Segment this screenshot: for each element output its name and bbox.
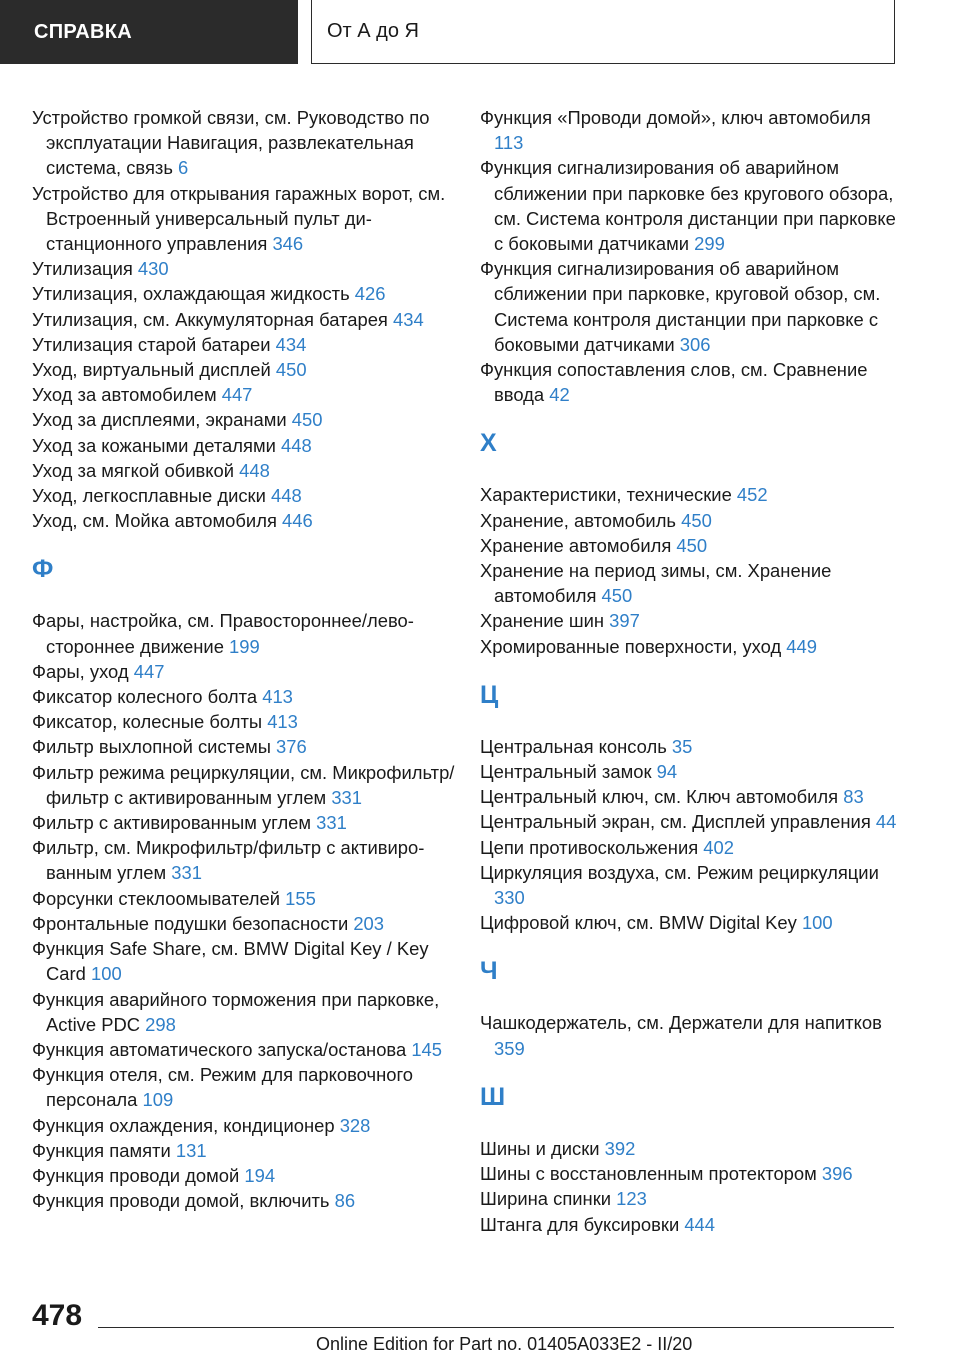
- index-entry: [32, 458, 472, 483]
- page-link[interactable]: 448: [281, 434, 312, 456]
- index-entry: [32, 709, 472, 734]
- index-entry: [480, 1186, 900, 1211]
- index-entry-text: Функция Safe Share, см. BMW Digital Key / Key Card: [32, 938, 429, 985]
- index-entry-text: Фронтальные подушки безопасности: [32, 912, 354, 934]
- index-entry: [32, 835, 472, 885]
- page-link[interactable]: 426: [354, 283, 386, 305]
- page-header: [0, 0, 960, 64]
- index-entry: [480, 835, 900, 860]
- index-entry: [480, 558, 900, 608]
- page-link[interactable]: 434: [275, 333, 307, 355]
- index-entry-text: Уход за автомобилем: [32, 384, 222, 406]
- index-entry: [32, 1163, 472, 1188]
- index-entry: [480, 809, 900, 834]
- page-link[interactable]: 450: [275, 359, 307, 381]
- index-entry-text: Хранение на период зимы, см. Хранение автомобиля: [480, 560, 832, 607]
- index-entry: [32, 181, 472, 257]
- index-entry-text: Хромированные поверхности, уход: [480, 635, 787, 657]
- index-entry: [480, 734, 900, 759]
- index-entry-text: Фиксатор, колесные болты: [32, 711, 268, 733]
- index-entry-text: Утилизация старой батареи: [32, 333, 276, 355]
- page-link[interactable]: 359: [494, 1037, 525, 1059]
- index-entry: [32, 105, 472, 181]
- index-entry-text: Хранение шин: [480, 610, 610, 632]
- chapter-title: От А до Я: [311, 0, 895, 64]
- page-link[interactable]: 331: [316, 812, 347, 834]
- page-link[interactable]: 328: [339, 1114, 371, 1136]
- index-entry-text: Циркуляция воздуха, см. Режим рециркуляции: [480, 861, 879, 883]
- index-entry: [32, 760, 472, 810]
- index-entry-text: Фары, настройка, см. Правостороннее/левостороннее движение: [32, 610, 414, 657]
- index-entry-text: Ширина спинки: [480, 1188, 617, 1210]
- index-letter-heading: Ш: [480, 1082, 506, 1111]
- index-entry-text: Цифровой ключ, см. BMW Digital Key: [480, 912, 802, 934]
- index-entry: [480, 1136, 900, 1161]
- index-entry-text: Устройство для открывания гаражных ворот, см. Встроенный универсальный пульт дистанционного управления: [32, 182, 446, 255]
- index-entry-text: Центральный экран, см. Дисплей управления: [480, 811, 876, 833]
- page-link[interactable]: 330: [494, 887, 525, 909]
- index-entry: [32, 382, 472, 407]
- page-number: 478: [32, 1299, 83, 1332]
- index-entry-text: Форсунки стеклоомывателей: [32, 887, 286, 909]
- index-entry: [480, 508, 900, 533]
- index-entry: [480, 155, 900, 256]
- index-entry: [480, 105, 900, 155]
- page-link[interactable]: 450: [681, 509, 712, 531]
- index-entry-text: Уход за кожаными деталями: [32, 434, 281, 456]
- index-entry: [32, 684, 472, 709]
- index-entry-text: Функция отеля, см. Режим для парковочного персонала: [32, 1064, 413, 1111]
- index-entry-text: Функция аварийного торможения при парковке, Active PDC: [32, 988, 440, 1035]
- index-column-left: [32, 105, 472, 1213]
- index-entry: [32, 307, 472, 332]
- index-letter-heading: Ф: [32, 555, 54, 584]
- index-entry-text: Функция автоматического запуска/останова: [32, 1038, 412, 1060]
- page-link[interactable]: 298: [145, 1013, 176, 1035]
- index-entry-text: Хранение, автомобиль: [480, 509, 682, 531]
- index-entry: [32, 407, 472, 432]
- index-entry: [480, 256, 900, 357]
- page-link[interactable]: 94: [656, 761, 678, 783]
- index-entry: [32, 357, 472, 382]
- index-entry-text: Чашкодержатель, см. Держатели для напитков: [480, 1012, 882, 1034]
- page-link[interactable]: 44: [875, 811, 897, 833]
- index-entry: [480, 608, 900, 633]
- index-entry-text: Утилизация, см. Аккумуляторная батарея: [32, 308, 393, 330]
- index-entry-text: Центральный замок: [480, 761, 657, 783]
- index-entry-text: Функция памяти: [32, 1139, 176, 1161]
- index-entry-text: Фильтр с активированным углем: [32, 812, 317, 834]
- page-link[interactable]: 392: [604, 1137, 636, 1159]
- page-link[interactable]: 155: [285, 887, 316, 909]
- section-tab[interactable]: СПРАВКА: [0, 0, 298, 64]
- index-entry-text: Функция проводи домой: [32, 1164, 245, 1186]
- page-link[interactable]: 413: [267, 711, 298, 733]
- index-entry: [32, 1037, 472, 1062]
- index-entry: [480, 860, 900, 910]
- page-link[interactable]: 35: [671, 735, 693, 757]
- page-link[interactable]: 123: [616, 1188, 647, 1210]
- page-link[interactable]: 145: [411, 1038, 443, 1060]
- index-entry-text: Фильтр, см. Микрофильтр/фильтр с активированным углем: [32, 837, 425, 884]
- page-link[interactable]: 444: [684, 1213, 716, 1235]
- page-link[interactable]: 376: [276, 736, 307, 758]
- index-entry: [480, 1212, 900, 1237]
- page-link[interactable]: 299: [694, 233, 725, 255]
- page-link[interactable]: 448: [239, 459, 270, 481]
- index-entry: [32, 433, 472, 458]
- index-entry: [32, 281, 472, 306]
- index-entry-text: Уход за мягкой обивкой: [32, 459, 240, 481]
- index-entry: [480, 1161, 900, 1186]
- page-link[interactable]: 448: [271, 485, 302, 507]
- index-entry-text: Уход за дисплеями, экранами: [32, 409, 292, 431]
- index-entry-text: Центральная консоль: [480, 735, 672, 757]
- index-entry-text: Характеристики, технические: [480, 484, 737, 506]
- index-column-right: [480, 105, 900, 1237]
- page-link[interactable]: 100: [801, 912, 833, 934]
- page-link[interactable]: 450: [291, 409, 323, 431]
- index-entry: [480, 634, 900, 659]
- page-link[interactable]: 450: [601, 585, 633, 607]
- index-entry-text: Функция «Проводи домой», ключ автомобиля: [480, 107, 871, 128]
- index-entry: [480, 1010, 900, 1060]
- index-entry-text: Хранение автомобиля: [480, 534, 677, 556]
- page-link[interactable]: 450: [676, 534, 708, 556]
- index-entry: [32, 734, 472, 759]
- index-entry: [32, 936, 472, 986]
- page-link[interactable]: 346: [272, 233, 304, 255]
- index-entry: [480, 482, 900, 507]
- page-link[interactable]: 397: [609, 610, 640, 632]
- page-link[interactable]: 199: [229, 635, 260, 657]
- index-entry-text: Центральный ключ, см. Ключ автомобиля: [480, 786, 844, 808]
- index-entry-text: Функция проводи домой, включить: [32, 1190, 335, 1212]
- page-link[interactable]: 86: [334, 1190, 356, 1212]
- index-entry: [32, 1113, 472, 1138]
- page-link[interactable]: 331: [331, 786, 362, 808]
- index-entry-text: Шины и диски: [480, 1137, 605, 1159]
- index-entry-text: Уход, легкосплавные диски: [32, 485, 271, 507]
- page-link[interactable]: 331: [171, 862, 202, 884]
- page-link[interactable]: 396: [821, 1163, 853, 1185]
- page-link[interactable]: 42: [549, 384, 570, 406]
- index-entry-text: Функция сопоставления слов, см. Сравнение ввода: [480, 359, 868, 406]
- page-link[interactable]: 452: [736, 484, 768, 506]
- page-link[interactable]: 100: [90, 963, 122, 985]
- index-entry-text: Функция сигнализирования об аварийном сближении при парковке без кругового обзора, см. Система контроля дистанции при парковке с боковыми датчиками: [480, 157, 896, 255]
- index-entry-text: Фиксатор колесного болта: [32, 686, 263, 708]
- index-entry-text: Штанга для буксировки: [480, 1213, 685, 1235]
- index-entry-text: Устройство громкой связи, см. Руководство по эксплуатации Навигация, развлекательная система, связь: [32, 107, 430, 179]
- index-entry-text: Шины с восстановленным протектором: [480, 1163, 822, 1185]
- index-entry: [32, 483, 472, 508]
- index-entry-text: Уход, виртуальный дисплей: [32, 359, 276, 381]
- index-entry-text: Цепи противоскольжения: [480, 836, 704, 858]
- page-link[interactable]: 434: [393, 308, 424, 330]
- index-entry: [32, 1138, 472, 1163]
- index-entry-text: Функция охлаждения, кондиционер: [32, 1114, 340, 1136]
- page-link[interactable]: 113: [494, 132, 524, 154]
- page-link[interactable]: 6: [178, 157, 189, 179]
- index-letter-heading: Ц: [480, 680, 499, 709]
- page-link[interactable]: 413: [262, 686, 293, 708]
- index-entry: [32, 1062, 472, 1112]
- page-link[interactable]: 402: [703, 836, 734, 858]
- index-entry: [32, 608, 472, 658]
- index-letter-heading: Х: [480, 429, 497, 458]
- page-link[interactable]: 109: [142, 1089, 174, 1111]
- index-entry: [480, 910, 900, 935]
- page-link[interactable]: 83: [843, 786, 864, 808]
- index-entry-text: Утилизация: [32, 258, 138, 280]
- index-entry: [32, 911, 472, 936]
- index-entry: [32, 1188, 472, 1213]
- index-entry-text: Фильтр выхлопной системы: [32, 736, 277, 758]
- index-entry: [32, 987, 472, 1037]
- index-entry-text: Фильтр режима рециркуляции, см. Микрофильтр/фильтр с активированным углем: [32, 761, 455, 808]
- index-entry: [32, 332, 472, 357]
- page-link[interactable]: 447: [133, 660, 165, 682]
- index-entry: [32, 659, 472, 684]
- index-entry: [480, 759, 900, 784]
- page-link[interactable]: 306: [679, 333, 711, 355]
- page-link[interactable]: 203: [353, 912, 385, 934]
- index-entry: [480, 784, 900, 809]
- page-link[interactable]: 131: [175, 1139, 207, 1161]
- page-link[interactable]: 194: [244, 1164, 276, 1186]
- page-link[interactable]: 447: [221, 384, 253, 406]
- index-entry: [480, 357, 900, 407]
- index-entry: [32, 256, 472, 281]
- index-entry-text: Фары, уход: [32, 660, 134, 682]
- page-link[interactable]: 430: [137, 258, 169, 280]
- index-entry: [32, 810, 472, 835]
- page-link[interactable]: 449: [786, 635, 817, 657]
- index-entry-text: Функция сигнализирования об аварийном сближении при парковке, круговой обзор, см. Система контроля дистанции при парковке с боковыми датчиками: [480, 258, 881, 355]
- footer-edition: Online Edition for Part no. 01405A033E2 - II/20: [316, 1334, 693, 1354]
- index-entry-text: Утилизация, охлаждающая жидкость: [32, 283, 355, 305]
- footer-divider: [98, 1327, 894, 1328]
- index-entry: [480, 533, 900, 558]
- index-letter-heading: Ч: [480, 957, 498, 986]
- page-link[interactable]: 446: [282, 510, 313, 532]
- index-entry: [32, 886, 472, 911]
- index-entry-text: Уход, см. Мойка автомобиля: [32, 510, 283, 532]
- index-entry: [32, 508, 472, 533]
